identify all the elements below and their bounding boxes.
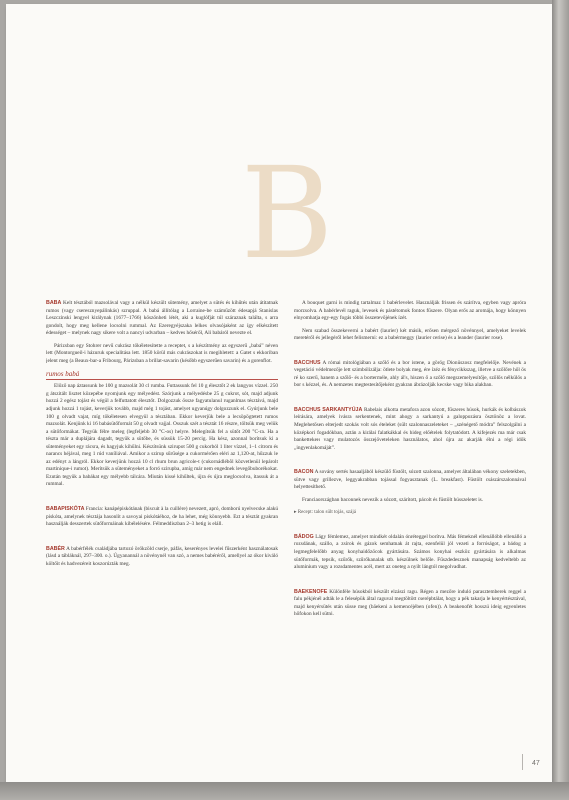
entry-text: Kelt tésztából mazsolával vagy a nélkül készült sütemény, amelyet a sütés és kihűtés után átitatnak rumos (vagy cseresznyepálinkás) szruppal. A babá állítólag a Lorraine-be száműzött édesapjá Stanislas Leszczinski lengyel királynak (1677–1766) köszönheti létét, aki a kuglófját túl száraznak találta, s arra gondolt, hogy meg kellene locsolni rummal. Az Ezeregyéjszaka lelkes olvasójaként az így elkészített édességet – melynek nagy sikere volt a nancyi udvarban – kedves hőséről, Ali babáról nevezte el. (46, 300, 278, 337)
entry-headword: BACON (294, 469, 314, 476)
paragraph: Előző nap áztassunk be 100 g mazsolát 30 cl rumba. Futtassunk fel 10 g élesztőt 2 ek langyos vízzel. 250 g átszitált lisztet közepébe nyomjunk egy mélyedést. Szórjunk a mélyedésbe 25 g cukrot, sót, majd adjunk hozzá 2 egész tojást és végül a felfuttatott élesztőt. Dolgozzuk össze fagyatulanul ruganlmas tésztává, majd adjunk hozzá 1 tojást, keverjük tovább, majd még 1 tojást, amelyet ugyanúgy dolgozzunk el. Gyúrjunk bele 100 g olvadt vajat, míg tökéletesen elvegyül a tésztában. Ekkor keverjük bele a lecsöpögtetett rumos mazsolát. Kenjünk ki 16 babásütőformát 50 g olvadt vajjal. Osszuk szét a tésztát 16 részre, töltsük meg velük a sütőformákat. Tegyük félre meleg (legfeljebb 30 °C-os) helyre. Melegítsük fel a sütőt 200 °C-ra. Ha a tészta már a duplájára dagadt, tegyük a sütőbe, és sússük 15-20 percig. Ha kész, azonnal borítsuk ki a süteményeket egy rácsra, és hagyjuk kihűlni. Készítsünk szirupot 500 g cukorból 1 liter vízzel, 1–1 citrom és narancs héjával, meg 1 rúd vaníliával. Amikor a szirup sűrűsége a cukormérően eléri az 1,120-at, hűzzuk le az edényt a lángról. Ekkor keverjünk hozzá 10 cl rhum brun agricole-t (cukornádlébõl közvetlenül lepárolt martinique-i rumot). Merítsük a süteményeket a forró szirupba, amíg már nem engednek levegőbuborékokat. Ezután tegyük a babákat egy mélyebb tálcára. Miután kissé kihűltek, újra és újra meglocsolva, itassuk át a rummal. (46, 383, 278, 488)
recipe-title: rumos babá (46, 370, 278, 380)
entry-headword: BACCHUS (294, 359, 321, 366)
spacer (294, 577, 526, 589)
entry-headword: BACCHUS SARKANTYÚJA (294, 406, 363, 413)
entry-headword: BABÁ (46, 300, 62, 306)
dictionary-entry (46, 506, 278, 529)
dictionary-entry (294, 469, 526, 492)
entry-headword: BÁDOG (294, 533, 314, 540)
paragraph: Franciaországban baconnek nevezik a sózott, szárított, pácolt és füstölt hússzeletet is. (302, 496, 484, 503)
entry-text: A sovány sertés hasaaljából készülő füstölt, sózott szalonna, amelyet általában vékony szeletekben, sütve vagy grillezve, leggyakrabban tojással fogyasztanak (L. breakfast). Füstölt császárszalonnával helyettesíthető. (294, 469, 526, 491)
paragraph: Nem szabad összekeverni a babért (laurier) két másik, erősen mérgező növénnyel, amelyeket levelek meretéről és jellegéről lehet felismerni: ez a babérmeggy (laurier cerise) és a leander (laurier rose). (294, 327, 526, 342)
page-number: 47 (532, 760, 540, 767)
spacer (294, 348, 526, 360)
left-column (46, 300, 278, 740)
entry-text: Különféle húsokból készült elzászi ragu. Régen a mezőre induló parasztemberek reggel a falu pékjénél adták le a felesépük által raguval megtöltött cserépbtálat, hogy a pék takarja le kenyértésztával, majd kenyérsütés után süsse meg (bäekeni a kemencéjében (ofen)). A beakenofét hosszú ideig egyenletes hőfokon kell sütni. (294, 588, 526, 618)
spacer (294, 457, 526, 469)
entry-headword: BAEKENOFE (294, 588, 328, 595)
paragraph: Párizsban egy Stohrer nevű cukrász tökéletesítette a receptet, s a készítmény az egyszerű „babá” néven lett (Montorgueil-i házuruk specialitása lett. 1850 körül más cukrászokat is megihletett: a Gatet s ekkoriban jelent meg (a Beaux-bar-a Fribourg, Párizsban a brillat-savarin (később egyszerűen savarin) és a gorenflot. (46, 342, 278, 364)
spacer (46, 494, 278, 506)
entry-headword: BABAPISKÓTA (46, 506, 85, 513)
spacer (46, 534, 278, 546)
book-page (6, 4, 552, 782)
dictionary-entry (294, 407, 526, 452)
dictionary-entry (46, 300, 278, 338)
entry-text: Lágy fémlemez, amelyet mindkét oldalán ónréteggel borítva. Más fémeknél ellenállóbb ellenálló a rozsdának, szállo, a zsírok és gázok semhatnak át rajta, ezenfelül jól vezeti a forróságot, a bádog a legmegfelelőbb anyag konyhaidőzöcok gyártására. Számos konyhai eszköz gyártására is alkalmas sütőformák, tepsik, szűrők, szűrőkanalak stb. készülnek belőle. Fűszdedesznek manapság kedveltebb az aluminium vagy a rozsdamentes acél, mert az oneteg a nyilt lángtól megolvadhat. (294, 533, 526, 571)
entry-text: Rabelais alkotta metafora azon sózott, fűszeres húsok, hurkák és kolbászok leírására, amelyek ivásra serkentenek, mint ahogy a sarkantyú a galoppozásra ösztönöz a lovat. Meglehetősen elterjedt szokás volt sós ételeket (sült szalonnaszeleteket – „szénégető módra” felszolgálni a középkori fogadókban, aztán a királai falatkákkal és hideg előételek folytatódott. A kifejezés ma már csak bankettekeн vagy mulatozós összejöveteleken használatos, ahol újra az akarják élni a régi idők „ingyenlakomáját”. (294, 406, 526, 451)
paragraph: A bouquet garni is mindig tartalmaz 1 babérlevelet. Használják frissen és szárítva, egyben vagy apróra morzsolva. A babérlevél raguk, levesek és pástétomok fontos fűszere. Olyan erős az aromája, hogy könnyen elnyomhatja egy-egy fogás többi összetevőjének ízét. (294, 300, 526, 322)
dictionary-entry (294, 534, 526, 572)
right-column (294, 300, 526, 740)
recipe-reference: ▸ Recept: talon sült tojás, szájá (294, 510, 356, 516)
section-letter: B (240, 140, 334, 287)
page-number-rule (522, 754, 523, 770)
entry-text: A babérfélék családjába tartozó örökzöld cserje, páfás, keserényes levelei fűszerként használatosak (lásd a tábláknál, 297–300. o.). Úgyanannál a növénynél van szó, a nemes babéréről, amellyel az ókor kiváló költőit és hadvezéreit koszorúzták meg. (46, 545, 278, 567)
dictionary-entry (294, 589, 526, 619)
entry-text: A római mitológiában a szőlő és a bor istene, a görög Dionüszosz megfelelője. Nevének a vegetáció védelmezője lett szimbólizálja: ötlete bolyak meg, ére ízéz és fénycikkszag, illetve a szőlőre hől ös ré ko szerű, hanem a szőlő- és a borterméle, ahly ál's, hiszen ő a szőlő megszemelyesítője, szőlős nélkülös a bor s kézzel, és. A nemzetes megtestesítőjeként gyakran ábrázolják kecske vagy bika alakban. (294, 359, 526, 389)
entry-text: Francia: kanápépiskótának (biscuit à la cuillère) nevezett, apró, domború nyelvecske alakú piskóta, amelynek tésztája hasonlít a savoyai piskótáéhoz, de ha lehet, még könnyebb. Ezt a tésztát gyakran használják desszertek sütőformáinak kibélelésére. Félmeddiszban 2–3 hetig is eláll. (46, 506, 278, 528)
dictionary-entry (294, 360, 526, 390)
binding-edge (552, 0, 569, 800)
entry-headword: BABÉR (46, 545, 65, 552)
spacer (294, 522, 526, 534)
dictionary-entry (46, 546, 278, 569)
spacer (294, 395, 526, 407)
page-shadow (0, 782, 569, 800)
